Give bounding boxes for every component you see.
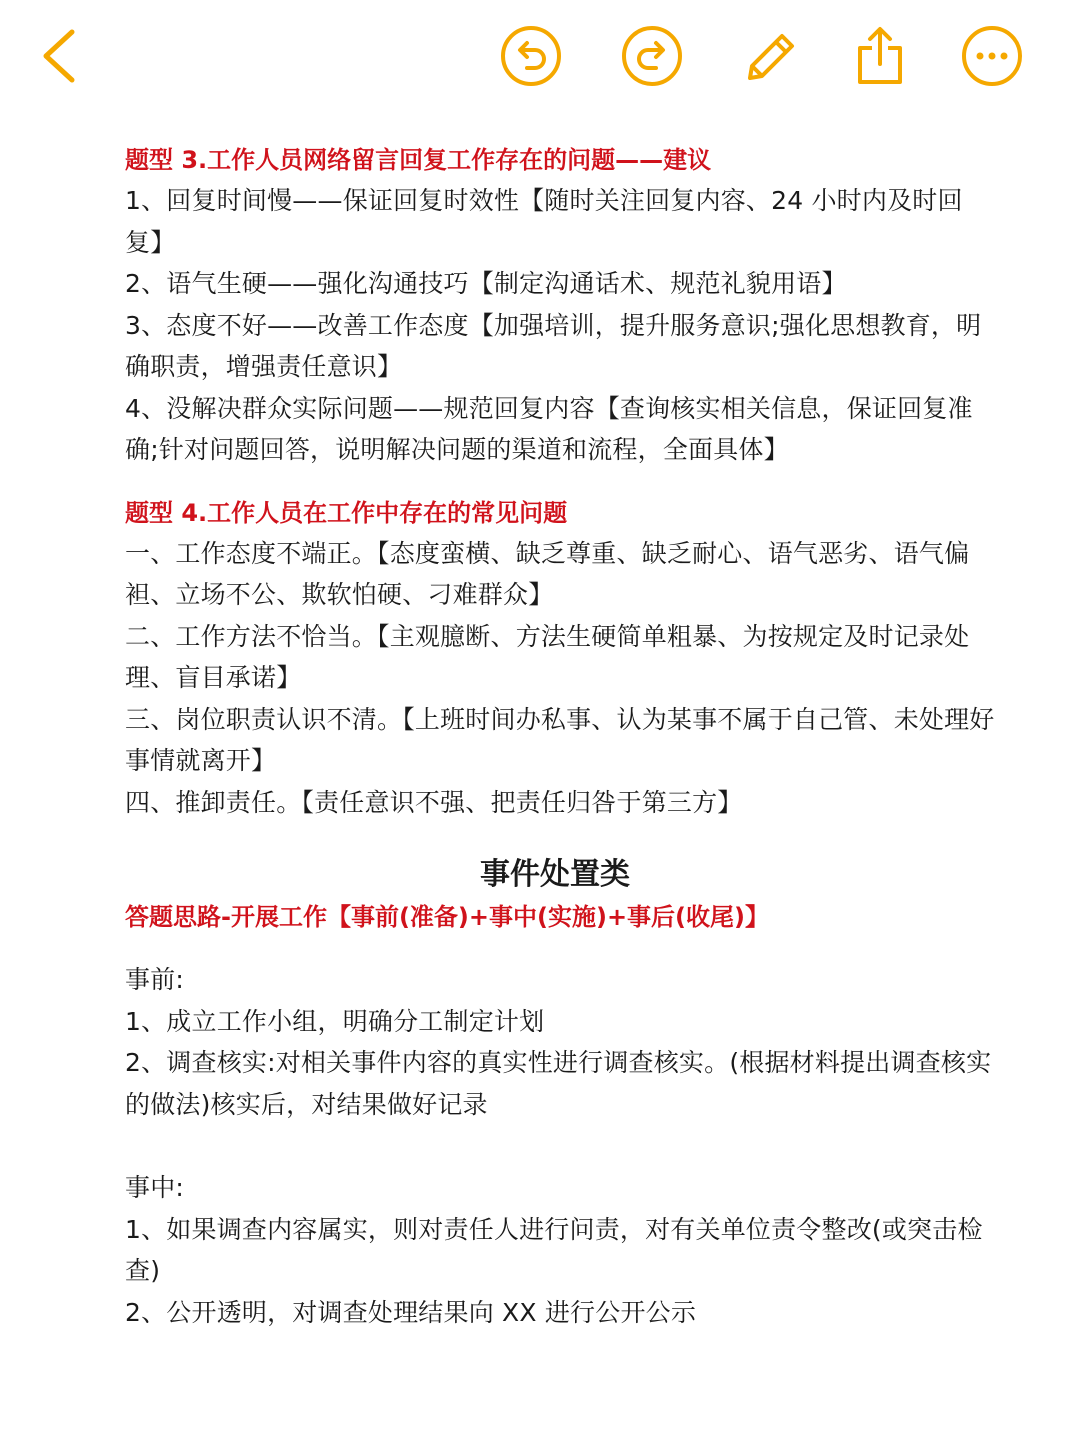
section4-item-3: 三、岗位职责认识不清。【上班时间办私事、认为某事不属于自己管、未处理好事情就离开】 xyxy=(125,704,995,775)
section4-item-4: 四、推卸责任。【责任意识不强、把责任归咎于第三方】 xyxy=(125,787,743,817)
undo-button[interactable] xyxy=(499,24,563,88)
section3-item-3: 3、态度不好——改善工作态度【加强培训，提升服务意识;强化思想教育，明确职责，增强责任意识】 xyxy=(125,310,982,381)
more-icon xyxy=(960,24,1024,88)
before-item-2: 2、调查核实:对相关事件内容的真实性进行调查核实。(根据材料提出调查核实的做法)核实后，对结果做好记录 xyxy=(125,1048,992,1119)
share-button[interactable] xyxy=(848,24,912,88)
share-icon xyxy=(848,24,912,88)
toolbar xyxy=(0,0,1080,115)
during-item-1: 1、如果调查内容属实，则对责任人进行问责，对有关单位责令整改(或突击检查) xyxy=(125,1214,983,1285)
redo-icon xyxy=(620,24,684,88)
section4-item-1: 一、工作态度不端正。【态度蛮横、缺乏尊重、缺乏耐心、语气恶劣、语气偏袒、立场不公、欺软怕硬、刁难群众】 xyxy=(125,538,970,609)
note-content[interactable] xyxy=(125,140,995,1333)
redo-button[interactable] xyxy=(620,24,684,88)
section4-item-2: 二、工作方法不恰当。【主观臆断、方法生硬简单粗暴、为按规定及时记录处理、盲目承诺】 xyxy=(125,621,970,692)
back-button[interactable] xyxy=(28,24,92,88)
section3-item-1: 1、回复时间慢——保证回复时效性【随时关注回复内容、24 小时内及时回复】 xyxy=(125,186,963,257)
edit-button[interactable] xyxy=(738,24,802,88)
section3-item-4: 4、没解决群众实际问题——规范回复内容【查询核实相关信息，保证回复准确;针对问题回答，说明解决问题的渠道和流程，全面具体】 xyxy=(125,393,973,464)
chevron-left-icon xyxy=(28,24,92,88)
during-label: 事中: xyxy=(125,1173,185,1202)
event-title: 事件处置类 xyxy=(480,857,630,892)
section4-heading: 题型 4.工作人员在工作中存在的常见问题 xyxy=(125,498,568,527)
before-item-1: 1、成立工作小组，明确分工制定计划 xyxy=(125,1006,545,1036)
during-item-2: 2、公开透明，对调查处理结果向 XX 进行公开公示 xyxy=(125,1297,697,1327)
before-label: 事前: xyxy=(125,965,185,994)
undo-icon xyxy=(499,24,563,88)
section3-item-2: 2、语气生硬——强化沟通技巧【制定沟通话术、规范礼貌用语】 xyxy=(125,269,847,298)
pencil-icon xyxy=(738,24,802,88)
more-button[interactable] xyxy=(960,24,1024,88)
event-subtitle: 答题思路-开展工作【事前(准备)+事中(实施)+事后(收尾)】 xyxy=(125,903,769,931)
section3-heading: 题型 3.工作人员网络留言回复工作存在的问题——建议 xyxy=(125,146,712,174)
